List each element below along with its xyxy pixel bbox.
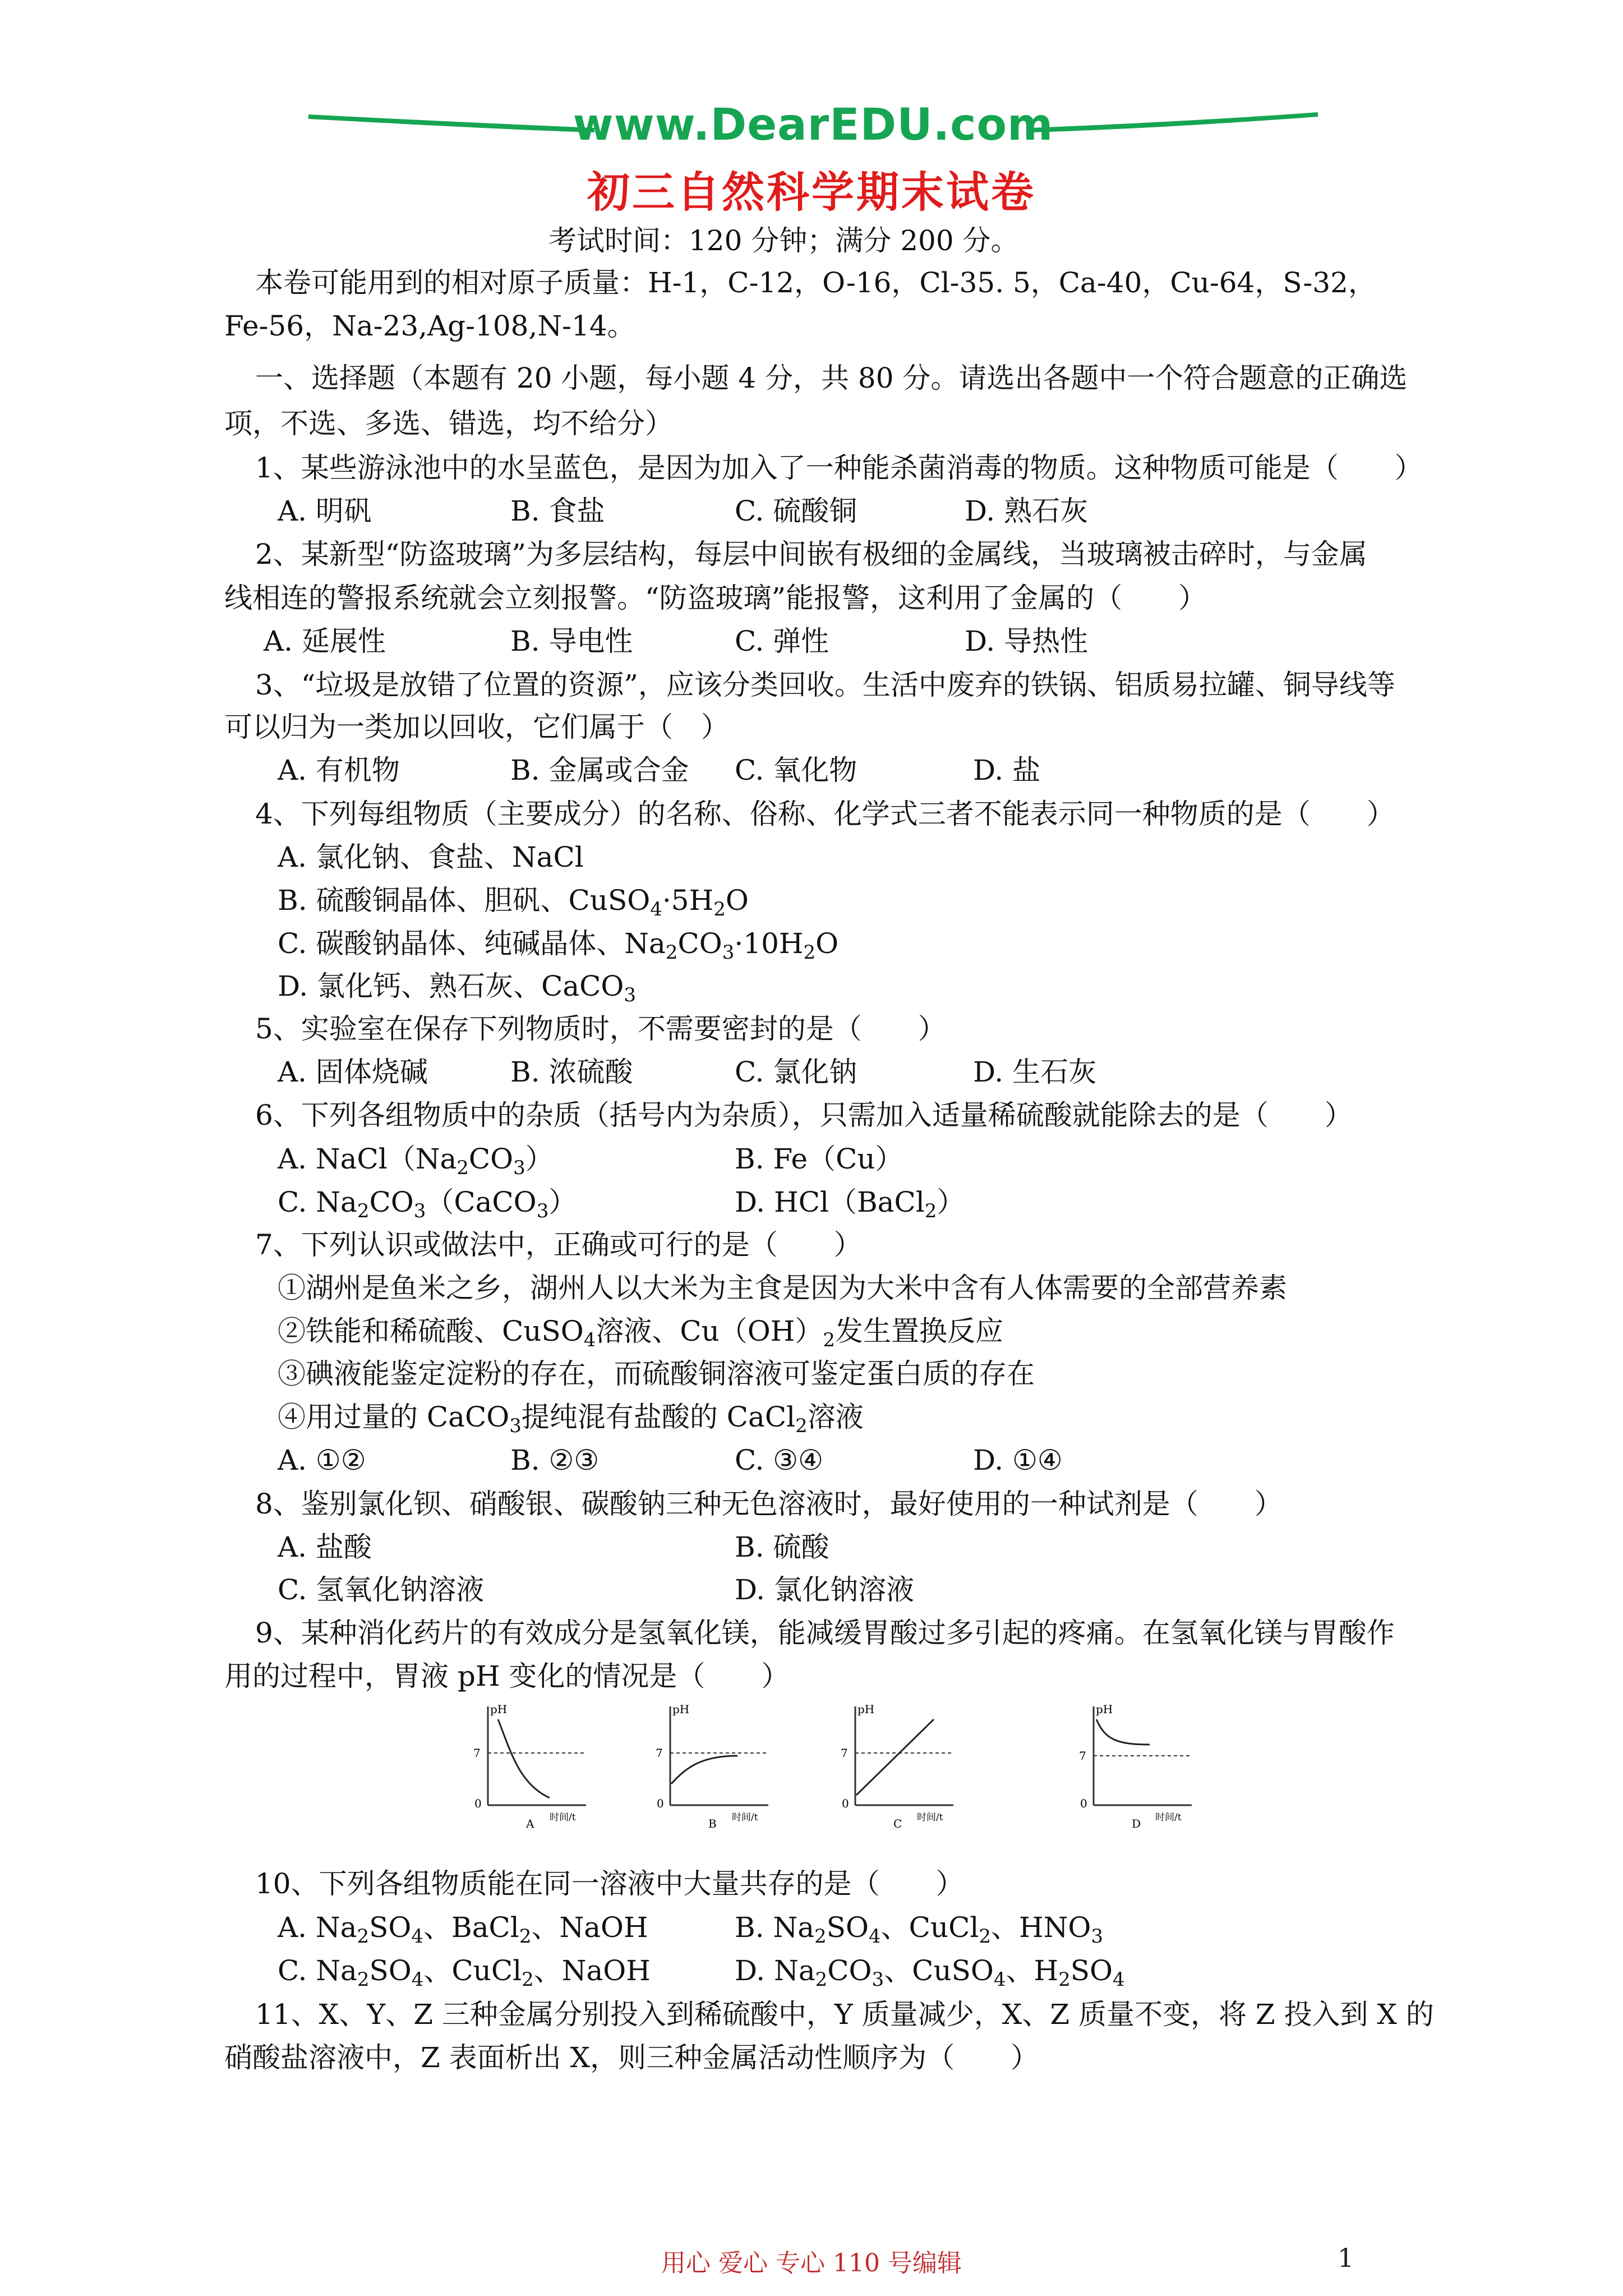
q1-option-d: D. 熟石灰 <box>965 495 1089 527</box>
svg-text:时间/t: 时间/t <box>732 1812 758 1823</box>
svg-text:7: 7 <box>656 1746 663 1760</box>
q4-option-a: A. 氯化钠、食盐、NaCl <box>278 841 584 873</box>
q8-option-c: C. 氢氧化钠溶液 <box>278 1573 485 1606</box>
svg-text:pH: pH <box>857 1703 875 1716</box>
q7-option-a: A. ①② <box>278 1444 366 1476</box>
q1-option-a: A. 明矾 <box>278 495 372 527</box>
section-intro-line-1: 一、选择题（本题有 20 小题，每小题 4 分，共 80 分。请选出各题中一个符合题意的正确选 <box>255 362 1408 394</box>
atomic-masses-line-1: 本卷可能用到的相对原子质量：H-1，C-12，O-16，Cl-35. 5，Ca-40，Cu-64，S-32， <box>255 266 1376 299</box>
question-9-stem-1: 9、某种消化药片的有效成分是氢氧化镁，能减缓胃酸过多引起的疼痛。在氢氧化镁与胃酸作 <box>255 1617 1395 1649</box>
svg-text:0: 0 <box>842 1797 849 1810</box>
question-2-stem-1: 2、某新型“防盗玻璃”为多层结构，每层中间嵌有极细的金属线，当玻璃被击碎时，与金属 <box>255 538 1367 570</box>
q10-option-c: C. $Na_2SO_4$、CuCl$_2$、NaOH <box>278 1954 651 1991</box>
q5-option-a: A. 固体烧碱 <box>278 1056 428 1088</box>
q1-option-b: B. 食盐 <box>510 495 605 527</box>
svg-text:时间/t: 时间/t <box>917 1812 943 1823</box>
question-6-stem: 6、下列各组物质中的杂质（括号内为杂质），只需加入适量稀硫酸就能除去的是（ ） <box>255 1099 1353 1131</box>
q6-option-c: C. $Na_2CO_3(CaCO_3)$ <box>278 1186 577 1222</box>
q4-option-d: D. 氯化钙、熟石灰、CaCO$_3$ <box>278 970 637 1006</box>
q10-option-a: A. $Na_2SO_4$、BaCl$_2$、NaOH <box>278 1911 648 1948</box>
q7-statement-3: ③碘液能鉴定淀粉的存在，而硫酸铜溶液可鉴定蛋白质的存在 <box>278 1358 1035 1390</box>
svg-text:7: 7 <box>1079 1749 1086 1763</box>
question-3-stem-1: 3、“垃圾是放错了位置的资源”，应该分类回收。生活中废弃的铁锅、铝质易拉罐、铜导线等 <box>255 669 1395 701</box>
q7-option-d: D. ①④ <box>973 1444 1063 1476</box>
q7-option-c: C. ③④ <box>735 1444 823 1476</box>
q4-option-b: B. 硫酸铜晶体、胆矾、$CuSO_4\cdot 5H_2O$ <box>278 884 749 921</box>
svg-text:时间/t: 时间/t <box>550 1812 576 1823</box>
question-5-stem: 5、实验室在保存下列物质时，不需要密封的是（ ） <box>255 1013 946 1045</box>
question-8-stem: 8、鉴别氯化钡、硝酸银、碳酸钠三种无色溶液时，最好使用的一种试剂是（ ） <box>255 1488 1283 1520</box>
svg-text:pH: pH <box>1096 1703 1113 1716</box>
atomic-masses-line-2: Fe-56，Na-23,Ag-108,N-14。 <box>224 310 635 342</box>
graph-label: B <box>708 1817 717 1829</box>
q7-statement-2: ②铁能和稀硫酸、CuSO$_4$溶液、$Cu(OH)_2$发生置换反应 <box>278 1315 1004 1351</box>
q7-statement-1: ①湖州是鱼米之乡，湖州人以大米为主食是因为大米中含有人体需要的全部营养素 <box>278 1272 1287 1304</box>
question-7-stem: 7、下列认识或做法中，正确或可行的是（ ） <box>255 1228 862 1261</box>
site-banner <box>303 95 1324 157</box>
q6-option-a: A. $NaCl(Na_2CO_3)$ <box>278 1143 554 1179</box>
q7-option-b: B. ②③ <box>510 1444 600 1476</box>
graph-label: C <box>893 1817 902 1829</box>
page-title: 初三自然科学期末试卷 <box>587 167 1036 217</box>
q3-option-b: B. 金属或合金 <box>510 754 689 786</box>
q7-statement-4: ④用过量的 CaCO$_3$提纯混有盐酸的 CaCl$_2$溶液 <box>278 1401 864 1437</box>
svg-text:pH: pH <box>490 1703 508 1716</box>
svg-text:7: 7 <box>473 1746 481 1760</box>
q3-option-c: C. 氧化物 <box>735 754 857 786</box>
q5-option-d: D. 生石灰 <box>973 1056 1097 1088</box>
q8-option-a: A. 盐酸 <box>278 1531 372 1563</box>
footer-text: 用心 爱心 专心 110 号编辑 <box>661 2249 962 2277</box>
q2-option-b: B. 导电性 <box>510 625 633 657</box>
section-intro-line-2: 项，不选、多选、错选，均不给分） <box>224 407 673 440</box>
question-11-stem-2: 硝酸盐溶液中，Z 表面析出 X，则三种金属活动性顺序为（ ） <box>224 2041 1039 2074</box>
svg-text:pH: pH <box>672 1703 690 1716</box>
svg-text:7: 7 <box>841 1746 848 1760</box>
q5-option-b: B. 浓硫酸 <box>510 1056 633 1088</box>
site-name: www.DearEDU.com <box>573 100 1054 150</box>
svg-text:0: 0 <box>657 1797 664 1810</box>
question-2-stem-2: 线相连的警报系统就会立刻报警。“防盗玻璃”能报警，这利用了金属的（ ） <box>224 582 1207 614</box>
q9-graph-c[interactable] <box>833 1700 979 1829</box>
q6-option-b: B. Fe（Cu） <box>735 1143 903 1175</box>
q8-option-b: B. 硫酸 <box>735 1531 829 1563</box>
q4-option-c: C. 碳酸钠晶体、纯碱晶体、$Na_2CO_3\cdot 10H_2O$ <box>278 927 839 964</box>
q5-option-c: C. 氯化钠 <box>735 1056 857 1088</box>
svg-text:0: 0 <box>474 1797 482 1810</box>
q9-graph-b[interactable] <box>648 1700 794 1829</box>
graph-label: D <box>1132 1817 1141 1829</box>
question-3-stem-2: 可以归为一类加以回收，它们属于（ ） <box>224 711 729 743</box>
q6-option-d: D. HCl（BaCl$_2$） <box>735 1186 965 1222</box>
question-1-stem: 1、某些游泳池中的水呈蓝色，是因为加入了一种能杀菌消毒的物质。这种物质可能是（ ） <box>255 452 1423 484</box>
q10-option-b: B. $Na_2SO_4$、CuCl$_2$、$HNO_3$ <box>735 1911 1103 1948</box>
q2-option-d: D. 导热性 <box>965 625 1089 657</box>
q9-graph-d[interactable] <box>1071 1700 1217 1829</box>
svg-text:0: 0 <box>1080 1797 1087 1810</box>
exam-info: 考试时间：120 分钟；满分 200 分。 <box>548 224 1019 257</box>
question-10-stem: 10、下列各组物质能在同一溶液中大量共存的是（ ） <box>255 1867 964 1900</box>
q2-option-c: C. 弹性 <box>735 625 829 657</box>
q3-option-d: D. 盐 <box>973 754 1041 786</box>
question-9-stem-2: 用的过程中，胃液 pH 变化的情况是（ ） <box>224 1660 790 1692</box>
q3-option-a: A. 有机物 <box>278 754 400 786</box>
question-11-stem-1: 11、X、Y、Z 三种金属分别投入到稀硫酸中，Y 质量减少，X、Z 质量不变，将 Z 投入到 X 的 <box>255 1998 1434 2031</box>
page-number: 1 <box>1338 2243 1354 2273</box>
q10-option-d: D. $Na_2CO_3$、CuSO$_4$、$H_2SO_4$ <box>735 1954 1125 1991</box>
q8-option-d: D. 氯化钠溶液 <box>735 1573 915 1606</box>
svg-text:时间/t: 时间/t <box>1155 1812 1182 1823</box>
q2-option-a: A. 延展性 <box>264 625 386 657</box>
graph-label: A <box>526 1817 534 1829</box>
question-4-stem: 4、下列每组物质（主要成分）的名称、俗称、化学式三者不能表示同一种物质的是（ ） <box>255 798 1395 830</box>
q1-option-c: C. 硫酸铜 <box>735 495 857 527</box>
q9-graph-a[interactable] <box>465 1700 611 1829</box>
